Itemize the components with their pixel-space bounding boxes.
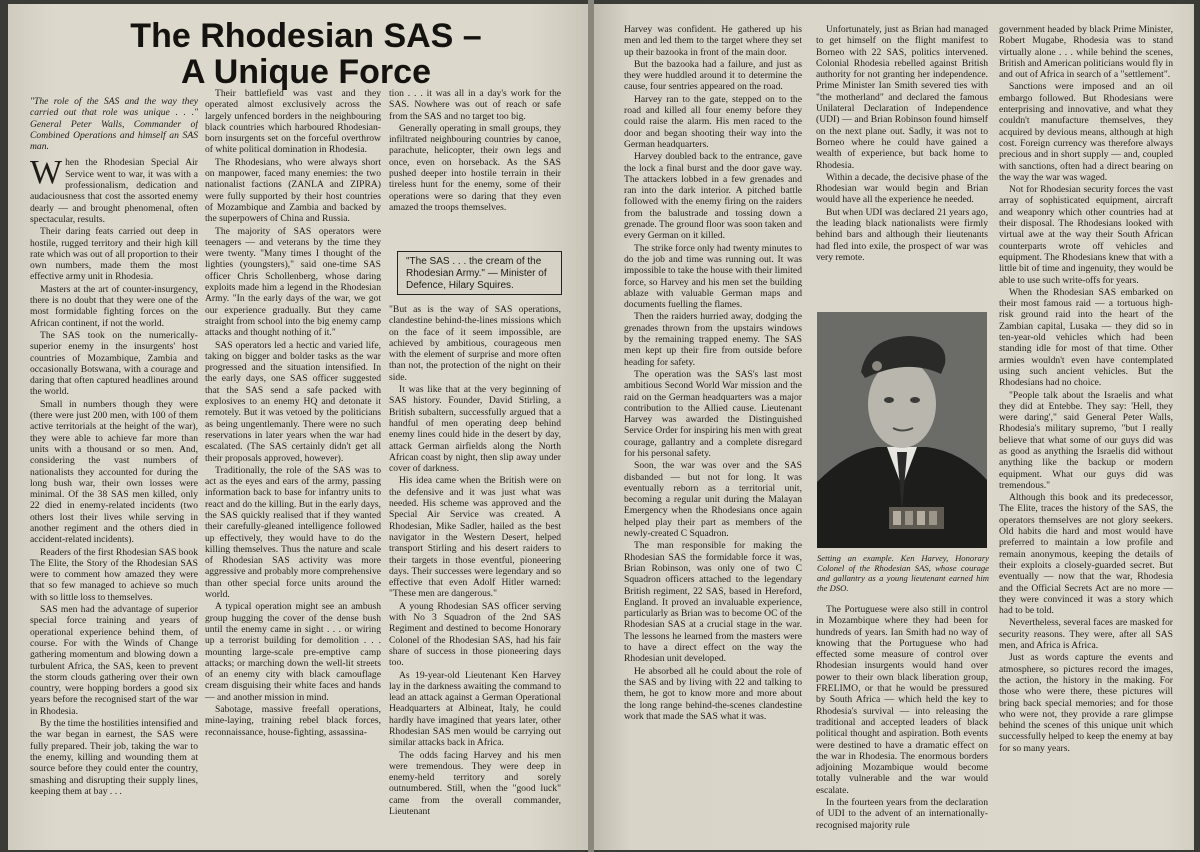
paragraph: Sanctions were imposed and an oil embargo followed. But Rhodesians were enterprising and innovative, and what they couldn't manufacture themselves, they acquired by devious means, although at high cost. Foreign currency was therefore always precious and in short supply — and, coupled with sanctions, often had a direct bearing on the way the war was waged. xyxy=(999,81,1173,183)
paragraph: Harvey ran to the gate, stepped on to the road and killed all four enemy before they could raise the alarm. His men raced to the door and began shooting their way into the German headquarters. xyxy=(624,93,802,150)
right-column-2-top xyxy=(816,24,988,306)
paragraph: Soon, the war was over and the SAS disbanded — but not for long. It was eventually reborn as a territorial unit, becoming a regular unit during the Malayan Emergency when the Rhodesians once again helped play their part as members of the newly-created C Squadron. xyxy=(624,460,802,540)
paragraph: The Portuguese were also still in control in Mozambique where they had been for hundreds of years. Ian Smith had no way of knowing that the Portuguese who had effected some measure of control over Rhodesian insurgents would hand over power to their own black liberation group, FRELIMO, or that he would be pressured by South Africa — which held the key to Rhodesia's survival — into releasing the traditional and accepted leaders of black political thought and aspiration. Both events were destined to have a dramatic effect on the war in Rhodesia. The enormous borders adjoining Mozambique would become totally vulnerable and the war would escalate. xyxy=(816,604,988,796)
article-title: The Rhodesian SAS – A Unique Force xyxy=(130,17,482,91)
paragraph: Unfortunately, just as Brian had managed to get himself on the flight manifest to Borneo with 22 SAS, politics intervened. Colonial Rhodesia rebelled against British authority for not granting her independence. Prime Minister Ian Smith severed ties with "the motherland" and declared the famous Unilateral Declaration of Independence (UDI) — and Brian Robinson found himself on the next plane out. Sadly, it was not to Borneo where he could have gained a wealth of experience, but back home to Rhodesia. xyxy=(816,24,988,171)
left-column-3-top xyxy=(389,88,561,248)
paragraph: Small in numbers though they were (there were just 200 men, with 100 of them active territorials at the height of the war), they were able to achieve far more than units with a thousand or so men. And, considering the vast numbers of nationalists they accounted for during the long bush war, their own losses were minimal. Of the 38 SAS men killed, only 22 died in enemy-related incidents (two others lost their lives while serving in another regiment and the others died in accident-related incidents). xyxy=(30,398,198,546)
paragraph: Readers of the first Rhodesian SAS book The Elite, the Story of the Rhodesian SAS were to comment how amazed they were that so few managed to achieve so much with so little loss to themselves. xyxy=(30,546,198,603)
paragraph: The man responsible for making the Rhodesian SAS the formidable force it was, Brian Robinson, was only one of two C Squadron officers attached to the legendary British regiment, 22 SAS, based in Hereford, England. It proved an invaluable experience, particularly as Brian was to become OC of the Rhodesian SAS at a crucial stage in the war. The lessons he learned from the masters were to have a direct effect on the way the Rhodesian unit developed. xyxy=(624,540,802,665)
paragraph: Sabotage, massive freefall operations, mine-laying, training rebel black forces, reconnaissance, house-fighting, assassina- xyxy=(205,704,381,738)
opening-paragraph: When the Rhodesian Special Air Service went to war, it was with a professionalism, dedication and audaciousness that cost the assorted enemy dearly — and brought phenomenal, often spectacular, results. xyxy=(30,154,198,225)
photo-caption: Setting an example. Ken Harvey, Honorary Colonel of the Rhodesian SAS, whose courage and gallantry as a young lieutenant earned him the DSO. xyxy=(817,553,989,593)
paragraph: In the fourteen years from the declaration of UDI to the advent of an internationally-recognised majority rule xyxy=(816,797,988,831)
drop-cap: W xyxy=(30,154,63,192)
pull-quote: "The SAS . . . the cream of the Rhodesian Army." — Minister of Defence, Hilary Squires. xyxy=(397,251,562,295)
paragraph: Harvey was confident. He gathered up his men and led them to the target where they set up their bazooka in front of the main door. xyxy=(624,24,802,58)
paragraph: tion . . . it was all in a day's work for the SAS. Nowhere was out of reach or safe from the SAS and no target too big. xyxy=(389,88,561,122)
paragraph: Generally operating in small groups, they infiltrated neighbouring countries by canoe, parachute, helicopter, their own legs and once, even on horseback. As the SAS pushed deeper into hostile terrain in their tireless hunt for the enemy, some of their operations were so daring that they even amazed the troops themselves. xyxy=(389,122,561,213)
paragraph: government headed by black Prime Minister, Robert Mugabe, Rhodesia was to stand virtually alone . . . while behind the scenes, British and American politicians would fly in and out of Africa in search of a "settlement". xyxy=(999,24,1173,81)
paragraph: Although this book and its predecessor, The Elite, traces the history of the SAS, the operators themselves are not glory seekers. Old habits die hard and most would have preferred to maintain a low profile and remain anonymous, keeping the details of their exploits a closely-guarded secret. But eventually — now that the war, Rhodesia and the Official Secrets Act are no more — they were convinced it was a story which had to be told. xyxy=(999,492,1173,617)
right-page xyxy=(594,4,1194,850)
right-column-3 xyxy=(999,24,1173,848)
paragraph: By the time the hostilities intensified and the war began in earnest, the SAS were fully prepared. Their job, taking the war to the enemy, killing and wounding them at source before they could enter the country, smashing and disrupting their supply lines, keeping them at bay . . . xyxy=(30,718,198,797)
paragraph: SAS men had the advantage of superior special force training and years of operational experience behind them, of course. For with the Winds of Change gathering momentum and blowing down a turbulent Africa, the SAS, keen to prevent the storm clouds gathering over their own country, were hopping borders a good six years before the recognised start of the war in Rhodesia. xyxy=(30,604,198,717)
paragraph: His idea came when the British were on the defensive and it was just what was needed. His scheme was approved and the Special Air Service was created. A Rhodesian, Mike Sadler, hailed as the best navigator in the Western Desert, helped transport Stirling and his desert raiders to their targets in those eventful, pioneering days. Their successes were legendary and so effective that even Adolf Hitler warned: "These men are dangerous." xyxy=(389,475,561,600)
left-page xyxy=(8,4,588,850)
right-column-2-bottom xyxy=(816,604,988,848)
epigraph: "The role of the SAS and the way they carried out that role was unique . . ." General Peter Walls, Commander of Combined Operations and himself an SAS man. xyxy=(30,96,198,153)
paragraph: But when UDI was declared 21 years ago, the leading black nationalists were firmly behind bars and although their lieutenants had fled into exile, the prospect of war was very remote. xyxy=(816,206,988,263)
paragraph: When the Rhodesian SAS embarked on their most famous raid — a tortuous high-risk ground raid into the heart of the Zambian capital, Lusaka — they did so in ten-year-old vehicles which had been standing idle for most of that time. Other armies wouldn't even have contemplated using such ancient vehicles. But the Rhodesians had no choice. xyxy=(999,286,1173,389)
paragraph: The Rhodesians, who were always short on manpower, faced many enemies: the two nationalist factions (ZANLA and ZIPRA) were fully supported by their host countries of Mozambique and Zambia and backed by the superpowers of China and Russia. xyxy=(205,156,381,225)
paragraph: It was like that at the very beginning of SAS history. Founder, David Stirling, a British subaltern, successfully argued that a handful of men operating deep behind enemy lines could hide in the desert by day, attack German airfields along the North African coast by night, then slip away under cover of darkness. xyxy=(389,384,561,475)
paragraph: But the bazooka had a failure, and just as they were huddled around it to determine the cause, four sentries appeared on the road. xyxy=(624,58,802,93)
portrait-illustration xyxy=(817,312,987,548)
paragraph: Within a decade, the decisive phase of the Rhodesian war would begin and Brian would have all the experience he needed. xyxy=(816,171,988,206)
paragraph: He absorbed all he could about the role of the SAS and by living with 22 and talking to them, he got to know more and more about the long range behind-the-scenes clandestine work that made the SAS what it was. xyxy=(624,665,802,722)
paragraph: Harvey doubled back to the entrance, gave the lock a final burst and the door gave way. The attackers lobbed in a few grenades and ran into the dark interior. A pitched battle followed with the enemy firing on the raiders from the balustrade and tossing down a grenade. The ground floor was soon taken and every German on it killed. xyxy=(624,151,802,242)
paragraph: "People talk about the Israelis and what they did at Entebbe. They say: 'Hell, they were daring'," said General Peter Walls, Rhodesia's military supremo, "but I really believe that what some of our guys did was as good as anything the Israelis did without anything like the backup or modern equipment. What our guys did was tremendous." xyxy=(999,389,1173,491)
right-column-1 xyxy=(624,24,802,848)
paragraph: Nevertheless, several faces are masked for security reasons. They were, after all SAS men, and Africa is Africa. xyxy=(999,617,1173,652)
left-column-1 xyxy=(30,96,198,848)
paragraph: A typical operation might see an ambush group hugging the cover of the dense bush until the enemy came in sight . . . or wiring up a terrorist building for demolition . . . mounting large-scale pre-emptive camp attacks; or marching down the well-lit streets of an enemy city with black camouflage cream disguising their white faces and hands — and another mission in mind. xyxy=(205,601,381,703)
paragraph: A young Rhodesian SAS officer serving with No 3 Squadron of the 2nd SAS Regiment and destined to become Honorary Colonel of the Rhodesian SAS, had his fair share of success in those pioneering days too. xyxy=(389,600,561,669)
paragraph: Just as words capture the events and atmosphere, so pictures record the images, the action, the history in the making. For those who were there, these pictures will bring back special memories; and for those who were not, they provide a rare glimpse behind the scenes of this unique unit which successfully helped to keep the enemy at bay for so many years. xyxy=(999,652,1173,754)
paragraph: Masters at the art of counter-insurgency, there is no doubt that they were one of the most formidable fighting forces on the African continent, if not the world. xyxy=(30,283,198,329)
paragraph: The strike force only had twenty minutes to do the job and time was running out. It was impossible to take the house with their limited force, so Harvey and his men set the building ablaze with valuable German maps and documents fuelling the flames. xyxy=(624,242,802,311)
paragraph: The majority of SAS operators were teenagers — and veterans by the time they were twenty. "Many times I thought of the lighties (youngsters)," said one-time SAS officer Chris Schollenberg, whose daring exploits made him a legend in the Rhodesian Army. "In the early days of the war, we got our experience gradually. But they came straight from school into the big enemy camp attacks and thought nothing of it." xyxy=(205,225,381,339)
paragraph: Their daring feats carried out deep in hostile, rugged territory and their high kill rate which was out of all proportion to their own numbers, made them the most effective army unit in Rhodesia. xyxy=(30,226,198,283)
portrait-photo xyxy=(817,312,987,548)
paragraph: Traditionally, the role of the SAS was to act as the eyes and ears of the army, passing information back to base for infantry units to react and do the killing. But in the early days, the SAS quickly realised that if they wanted their carefully-gleaned intelligence followed up effectively, they would have to do the killing themselves. Thus the nature and scale of Rhodesian SAS activity was more aggressive and probably more comprehensive than other special force units around the world. xyxy=(205,464,381,601)
paragraph: SAS operators led a hectic and varied life, taking on bigger and bolder tasks as the war progressed and the situation intensified. In the early days, one SAS officer suggested that the SAS send a safe packed with explosives to an enemy HQ and detonate it remotely. But it was vetoed by the politicians as being ungentlemanly. There were no such reservations in later years when the war had escalated. (The SAS certainly didn't get all their proposals approved, however). xyxy=(205,339,381,464)
left-column-2 xyxy=(205,88,381,848)
paragraph: Not for Rhodesian security forces the vast array of sophisticated equipment, aircraft and weaponry which other countries had at their disposal. The Rhodesians looked with virtual awe at the way their South African counterparts wrote off vehicles and equipment. The Rhodesians knew that with a little bit of time and ingenuity, they would be able to use such write-offs for years. xyxy=(999,184,1173,286)
paragraph: The odds facing Harvey and his men were tremendous. They were deep in enemy-held territory and sorely outnumbered. Still, when the "good luck" came from the overall commander, Lieutenant xyxy=(389,749,561,818)
paragraph: The SAS took on the numerically-superior enemy in the insurgents' host countries of Mozambique, Zambia and occasionally Botswana, with a courage and daring that often captured headlines around the world. xyxy=(30,329,198,398)
paragraph: "But as is the way of SAS operations, clandestine behind-the-lines missions which on the face of it seem impossible, are achieved by ambitious, courageous men with the element of surprise and more often than not, the protection of the night on their side. xyxy=(389,304,561,383)
paragraph: As 19-year-old Lieutenant Ken Harvey lay in the darkness awaiting the command to lead an attack against a German Operational Headquarters at Albineat, Italy, he could hardly have imagined that years later, other Rhodesian SAS men would be carrying out similar attacks back in Africa. xyxy=(389,669,561,749)
paragraph: The operation was the SAS's last most ambitious Second World War mission and the raid on the German headquarters was a major contribution to the Allied cause. Lieutenant Harvey was awarded the Distinguished Service Order for inspiring his men with great courage, gallantry and a complete disregard for his personal safety. xyxy=(624,368,802,459)
paragraph: Their battlefield was vast and they operated almost exclusively across the largely unfenced borders in the neighbouring black countries which harboured Rhodesian-born insurgents set on the forceful overthrow of white political domination in Rhodesia. xyxy=(205,88,381,156)
paragraph: Then the raiders hurried away, dodging the grenades thrown from the upstairs windows by the remaining trapped enemy. The SAS men kept up their fire from outside before heading for safety. xyxy=(624,311,802,368)
left-column-3-bottom xyxy=(389,304,561,848)
